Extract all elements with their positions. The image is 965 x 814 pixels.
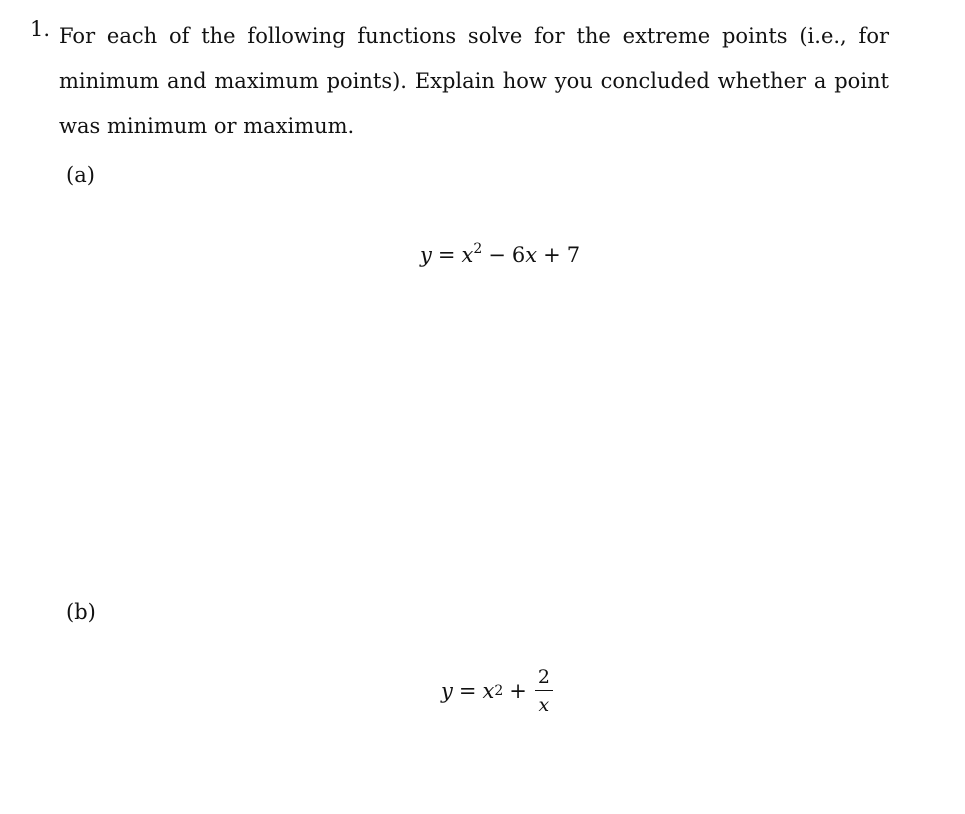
eq-b-plus: + — [509, 679, 527, 703]
equation-b: y = x 2 + $\frac{2}{x}$ — [441, 663, 553, 719]
problem-number: 1. — [30, 17, 51, 41]
eq-a-constant: 7 — [566, 243, 581, 267]
eq-b-fraction — [535, 665, 553, 717]
eq-a-var: x — [525, 243, 538, 267]
eq-b-fraction-bar — [535, 690, 553, 691]
eq-b-base: x — [482, 679, 495, 703]
part-b-label: (b) — [66, 600, 96, 624]
eq-b-numerator: 2 — [537, 666, 550, 688]
eq-a-minus: − — [488, 243, 506, 267]
eq-a-exponent: 2 — [473, 241, 483, 257]
equation-a — [420, 240, 580, 270]
eq-a-plus: + — [543, 243, 561, 267]
eq-a-equals: = — [437, 243, 456, 267]
eq-a-lhs: y — [420, 243, 432, 267]
eq-a-base: x — [461, 243, 474, 267]
eq-b-equals: = — [458, 679, 477, 703]
eq-b-lhs: y — [441, 679, 453, 703]
problem-statement: For each of the following functions solve for the extreme points (i.e., for minimum and maximum points). Explain how you concluded whether a point was minimum or maximum. — [59, 24, 889, 138]
eq-b-denominator: x — [538, 694, 550, 716]
part-a-label: (a) — [66, 163, 95, 187]
eq-a-coef: 6 — [511, 243, 526, 267]
